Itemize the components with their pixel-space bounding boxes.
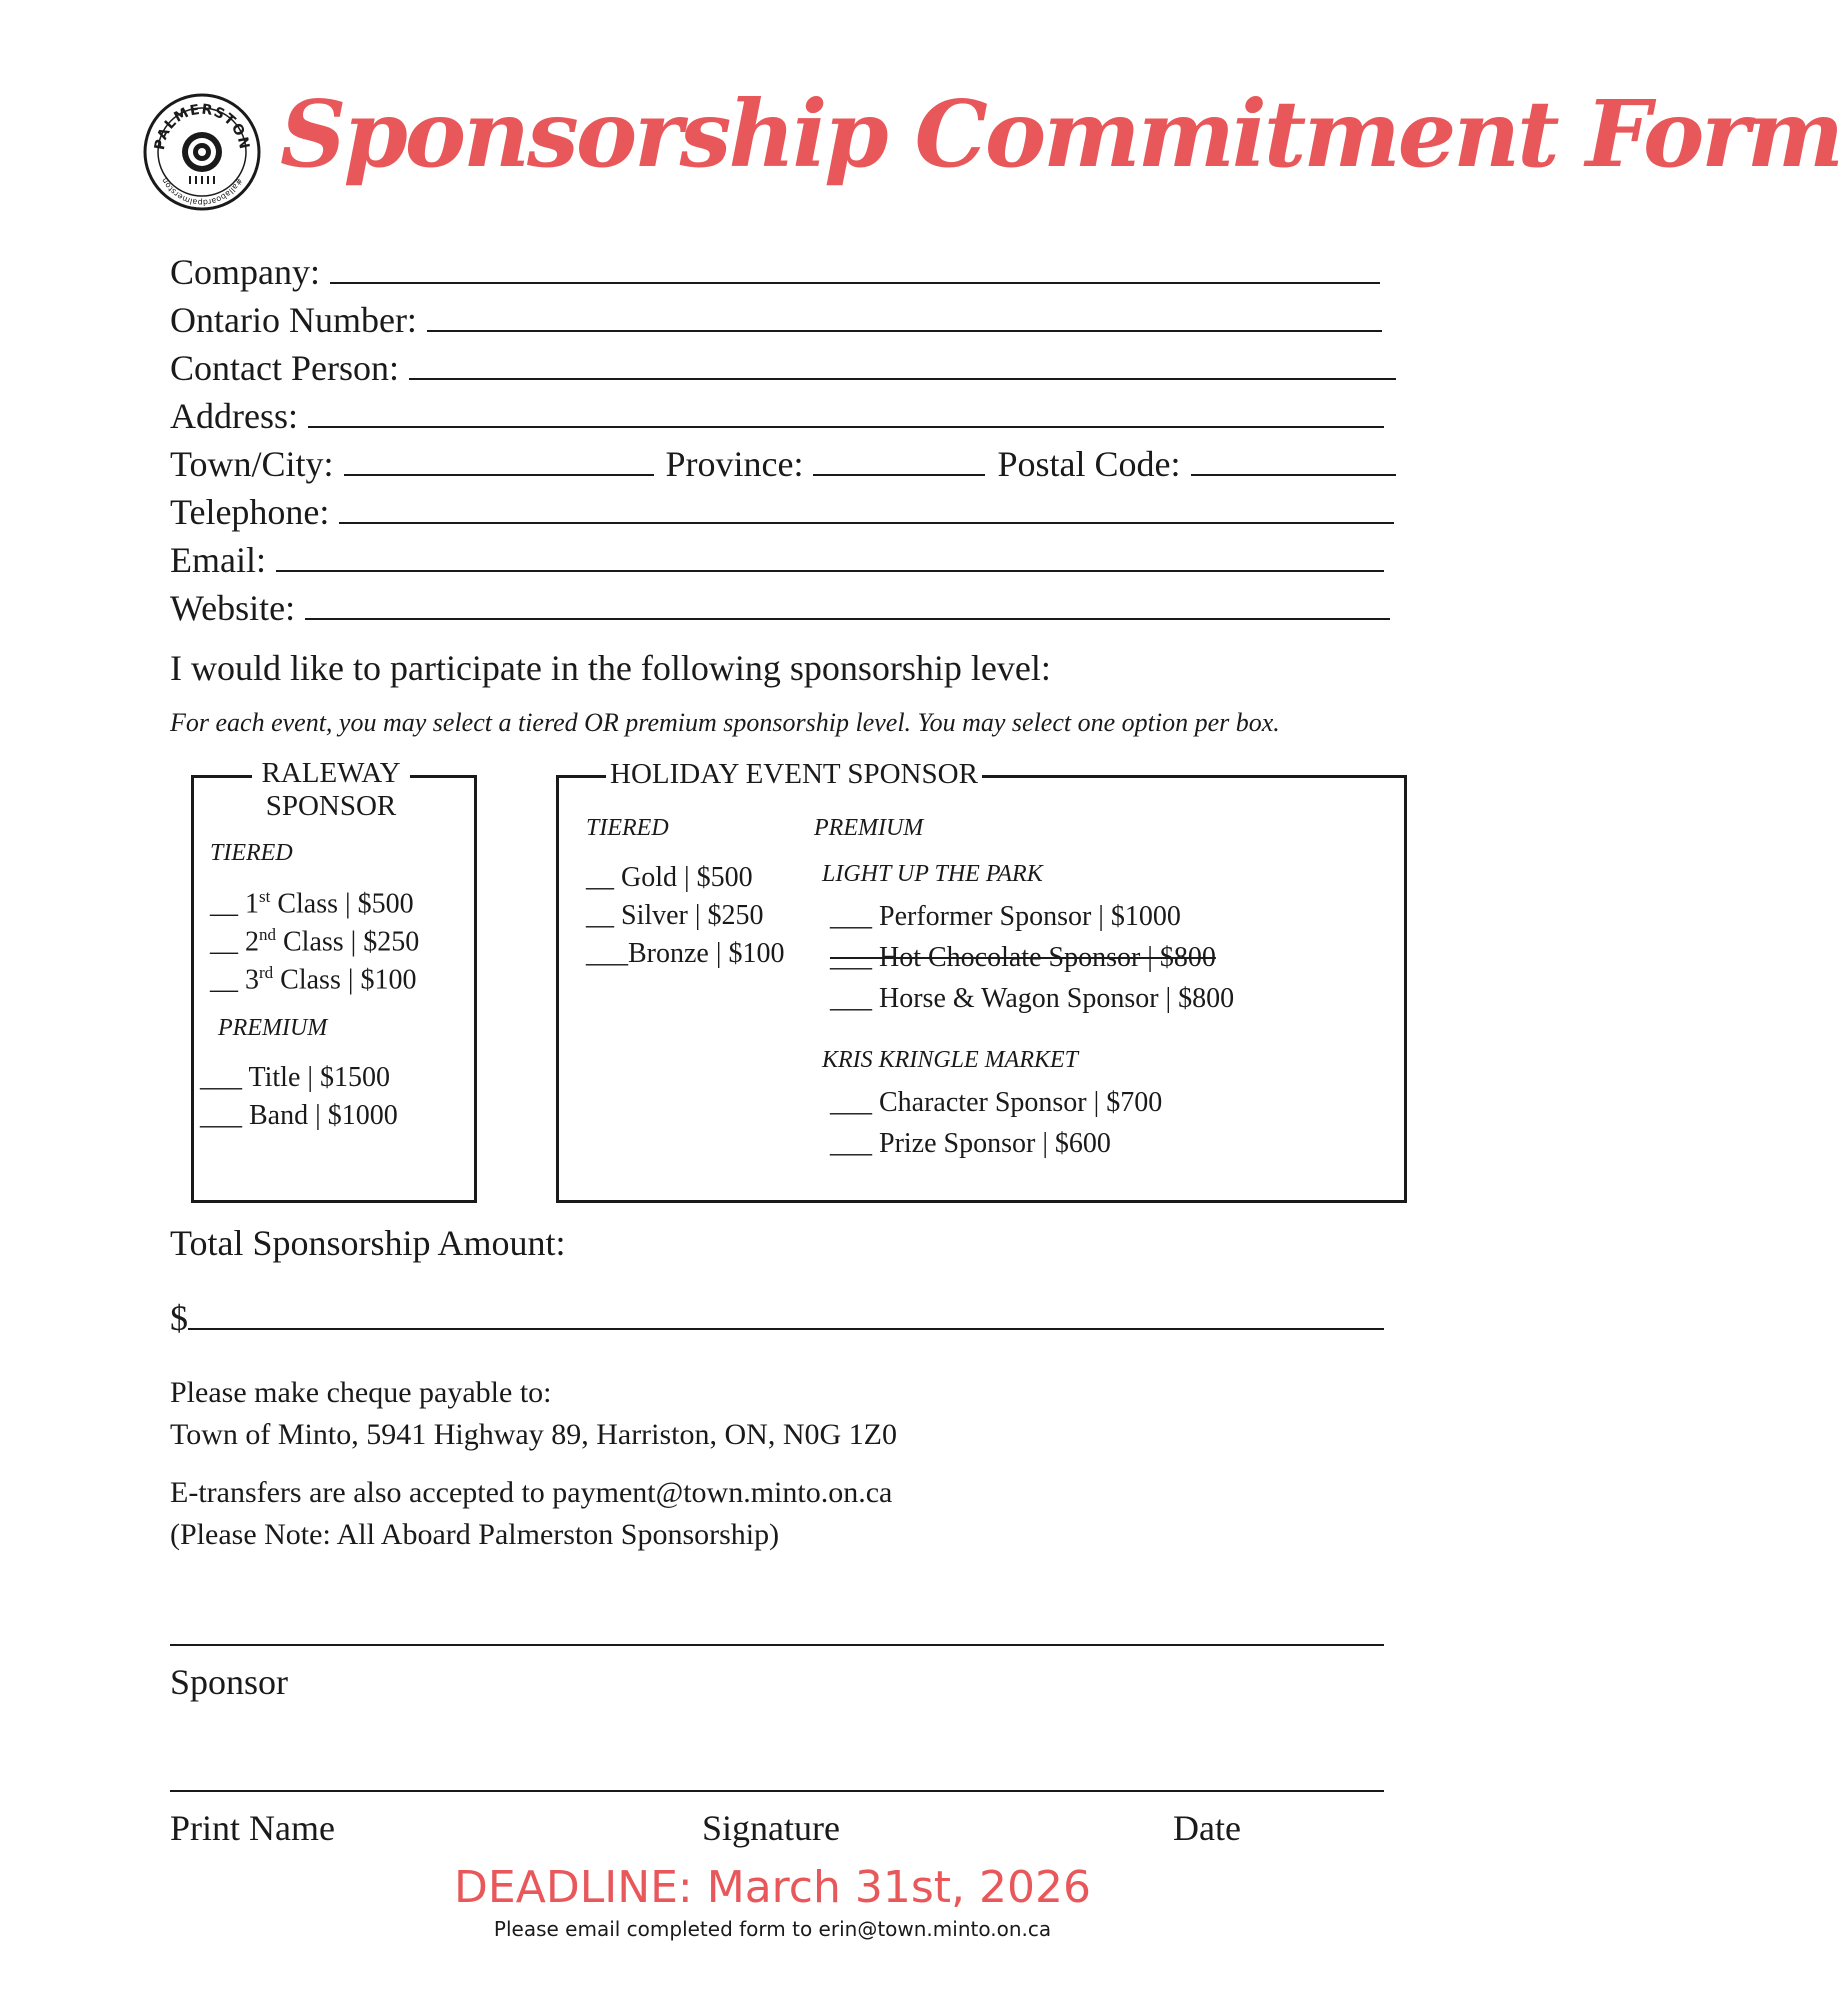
telephone-field[interactable]: [170, 484, 1394, 530]
holiday-premium-label: PREMIUM: [814, 815, 924, 841]
website-label: Website:: [170, 588, 296, 628]
email-note: Please email completed form to erin@town.minto.on.ca: [493, 1917, 1052, 1941]
address-line[interactable]: [308, 425, 1384, 428]
email-label: Email:: [170, 540, 266, 580]
raleway-option-1st-class[interactable]: __ 1st Class | $500: [210, 887, 414, 920]
company-line[interactable]: [330, 281, 1380, 284]
holiday-option-hot-chocolate: ___ Hot Chocolate Sponsor | $800: [830, 942, 1216, 973]
province-line[interactable]: [813, 473, 985, 476]
print-name-signature-date-line[interactable]: [170, 1790, 1384, 1792]
ontario-number-field[interactable]: [170, 292, 1382, 338]
signature-label: Signature: [702, 1808, 840, 1848]
sponsor-label: Sponsor: [170, 1662, 289, 1702]
form-title: Sponsorship Commitment Form: [280, 80, 1841, 188]
total-amount-field[interactable]: [170, 1290, 1384, 1336]
sponsor-signature-line[interactable]: [170, 1644, 1384, 1646]
date-label: Date: [1173, 1808, 1241, 1848]
location-fields: [170, 436, 1396, 482]
contact-person-label: Contact Person:: [170, 348, 399, 388]
website-field[interactable]: [170, 580, 1390, 626]
logo-text: PALMERSTON: [151, 101, 253, 152]
total-amount-label: Total Sponsorship Amount:: [170, 1223, 566, 1263]
raleway-option-title[interactable]: ___ Title | $1500: [200, 1062, 390, 1093]
website-line[interactable]: [305, 617, 1390, 620]
telephone-line[interactable]: [339, 521, 1394, 524]
raleway-title-line2: SPONSOR: [265, 790, 397, 823]
province-field[interactable]: [666, 446, 986, 482]
holiday-option-performer[interactable]: ___ Performer Sponsor | $1000: [830, 901, 1181, 932]
address-label: Address:: [170, 396, 298, 436]
payment-line-3: E-transfers are also accepted to payment@town.minto.on.ca: [170, 1476, 893, 1509]
raleway-option-3rd-class[interactable]: __ 3rd Class | $100: [210, 963, 417, 996]
company-label: Company:: [170, 252, 320, 292]
total-amount-line[interactable]: [188, 1327, 1384, 1330]
holiday-option-horse-wagon[interactable]: ___ Horse & Wagon Sponsor | $800: [830, 983, 1235, 1014]
kris-kringle-market-label: KRIS KRINGLE MARKET: [822, 1047, 1078, 1073]
holiday-option-gold[interactable]: __ Gold | $500: [586, 862, 753, 893]
holiday-option-bronze[interactable]: ___Bronze | $100: [586, 938, 785, 969]
contact-person-line[interactable]: [409, 377, 1396, 380]
holiday-title: HOLIDAY EVENT SPONSOR: [606, 758, 982, 791]
postal-code-field[interactable]: [997, 446, 1396, 482]
payment-line-4: (Please Note: All Aboard Palmerston Sponsorship): [170, 1518, 780, 1551]
deadline-text: DEADLINE: March 31st, 2026: [454, 1862, 1091, 1913]
province-label: Province:: [665, 444, 804, 484]
address-field[interactable]: [170, 388, 1384, 434]
contact-person-field[interactable]: [170, 340, 1396, 386]
print-name-label: Print Name: [170, 1808, 335, 1848]
participation-heading: I would like to participate in the following sponsorship level:: [170, 648, 1051, 688]
ontario-number-label: Ontario Number:: [170, 300, 417, 340]
postal-code-line[interactable]: [1191, 473, 1397, 476]
ontario-number-line[interactable]: [427, 329, 1382, 332]
town-city-label: Town/City:: [170, 444, 334, 484]
telephone-label: Telephone:: [170, 492, 330, 532]
postal-code-label: Postal Code:: [997, 444, 1181, 484]
holiday-option-character[interactable]: ___ Character Sponsor | $700: [830, 1087, 1163, 1118]
holiday-option-prize[interactable]: ___ Prize Sponsor | $600: [830, 1128, 1111, 1159]
palmerston-logo: [142, 92, 262, 212]
payment-line-1: Please make cheque payable to:: [170, 1376, 552, 1409]
raleway-tiered-label: TIERED: [210, 840, 293, 866]
email-field[interactable]: [170, 532, 1384, 578]
payment-line-2: Town of Minto, 5941 Highway 89, Harriston, ON, N0G 1Z0: [170, 1418, 898, 1451]
raleway-title: [252, 757, 410, 824]
currency-symbol: $: [170, 1298, 188, 1338]
raleway-premium-label: PREMIUM: [218, 1015, 328, 1041]
town-city-line[interactable]: [344, 473, 654, 476]
town-city-field[interactable]: [170, 446, 654, 482]
holiday-tiered-label: TIERED: [586, 815, 669, 841]
company-field[interactable]: [170, 244, 1380, 290]
raleway-option-band[interactable]: ___ Band | $1000: [200, 1100, 398, 1131]
light-up-the-park-label: LIGHT UP THE PARK: [822, 861, 1043, 887]
holiday-option-silver[interactable]: __ Silver | $250: [586, 900, 764, 931]
email-line[interactable]: [276, 569, 1384, 572]
logo-hashtag: #allaboardpalmerston: [159, 176, 245, 208]
raleway-option-2nd-class[interactable]: __ 2nd Class | $250: [210, 925, 420, 958]
participation-note: For each event, you may select a tiered OR premium sponsorship level. You may select one option per box.: [170, 708, 1280, 737]
raleway-title-line1: RALEWAY: [261, 757, 401, 789]
